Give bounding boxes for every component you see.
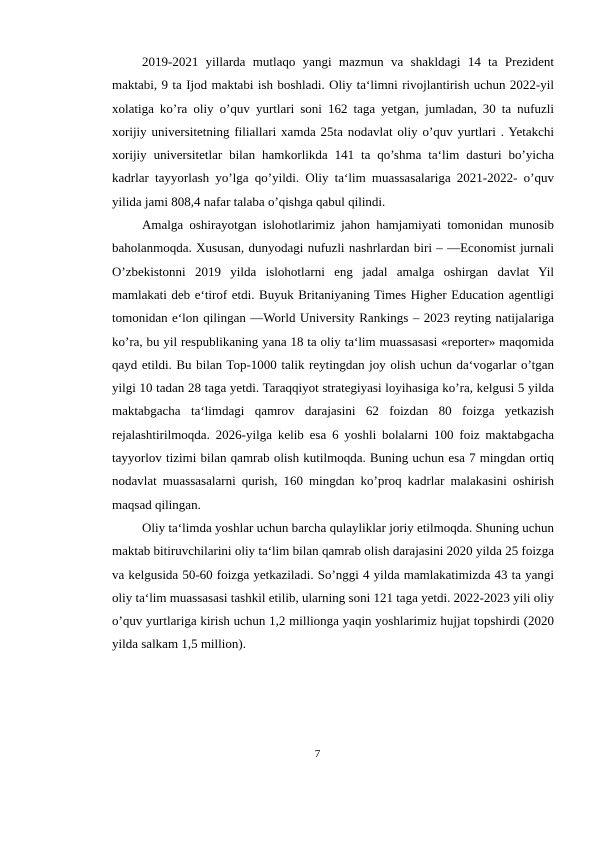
paragraph-2: Amalga oshirayotgan islohotlarimiz jahon hamjamiyati tomonidan munosib baholanmoqda. Xususan, dunyodagi nufuzli nashrlardan biri – ―Economist jurnali O’zbekistonni 2019 yilda islohotlarni eng jadal amalga oshirgan davlat Yil mamlakati deb e‘tirof etdi. Buyuk Britaniyaning Times Higher Education agentligi tomonidan e‘lon qilingan ―World University Rankings – 2023 reyting natijalariga ko’ra, bu yil respublikaning yana 18 ta oliy ta‘lim muassasasi «reporter» maqomida qayd etildi. Bu bilan Top-1000 talik reytingdan joy olish uchun da‘vogarlar o’tgan yilgi 10 tadan 28 taga yetdi. Taraqqiyot strategiyasi loyihasiga ko’ra, kelgusi 5 yilda maktabgacha ta‘limdagi qamrov darajasini 62 foizdan 80 foizga yetkazish rejalashtirilmoqda. 2026-yilga kelib esa 6 yoshli bolalarni 100 foiz maktabgacha tayyorlov tizimi bilan qamrab olish kutilmoqda. Buning uchun esa 7 mingdan ortiq nodavlat muassasalarni qurish, 160 mingdan ko’proq kadrlar malakasini oshirish maqsad qilingan.	[112, 217, 554, 512]
paragraph-3: Oliy ta‘limda yoshlar uchun barcha qulayliklar joriy etilmoqda. Shuning uchun maktab bitiruvchilarini oliy ta‘lim bilan qamrab olish darajasini 2020 yilda 25 foizga va kelgusida 50-60 foizga yetkaziladi. So’nggi 4 yilda mamlakatimizda 43 ta yangi oliy ta‘lim muassasasi tashkil etilib, ularning soni 121 taga yetdi. 2022-2023 yili oliy o’quv yurtlariga kirish uchun 1,2 millionga yaqin yoshlarimiz hujjat topshirdi (2020 yilda salkam 1,5 million).	[112, 519, 554, 652]
page-body	[112, 50, 554, 656]
paragraph-1: 2019-2021 yillarda mutlaqo yangi mazmun va shakldagi 14 ta Prezident maktabi, 9 ta Ijod maktabi ish boshladi. Oliy ta‘limni rivojlantirish uchun 2022-yil xolatiga ko’ra oliy o’quv yurtlari soni 162 taga yetgan, jumladan, 30 ta nufuzli xorijiy universitetning filiallari xamda 25ta nodavlat oliy o’quv yurtlari . Yetakchi xorijiy universitetlar bilan hamkorlikda 141 ta qo’shma ta‘lim dasturi bo’yicha kadrlar tayyorlash yo’lga qo’yildi. Oliy ta‘lim muassasalariga 2021-2022- o’quv yilida jami 808,4 nafar talaba o’qishga qabul qilindi.	[112, 54, 554, 209]
page-number: 7	[314, 748, 321, 760]
